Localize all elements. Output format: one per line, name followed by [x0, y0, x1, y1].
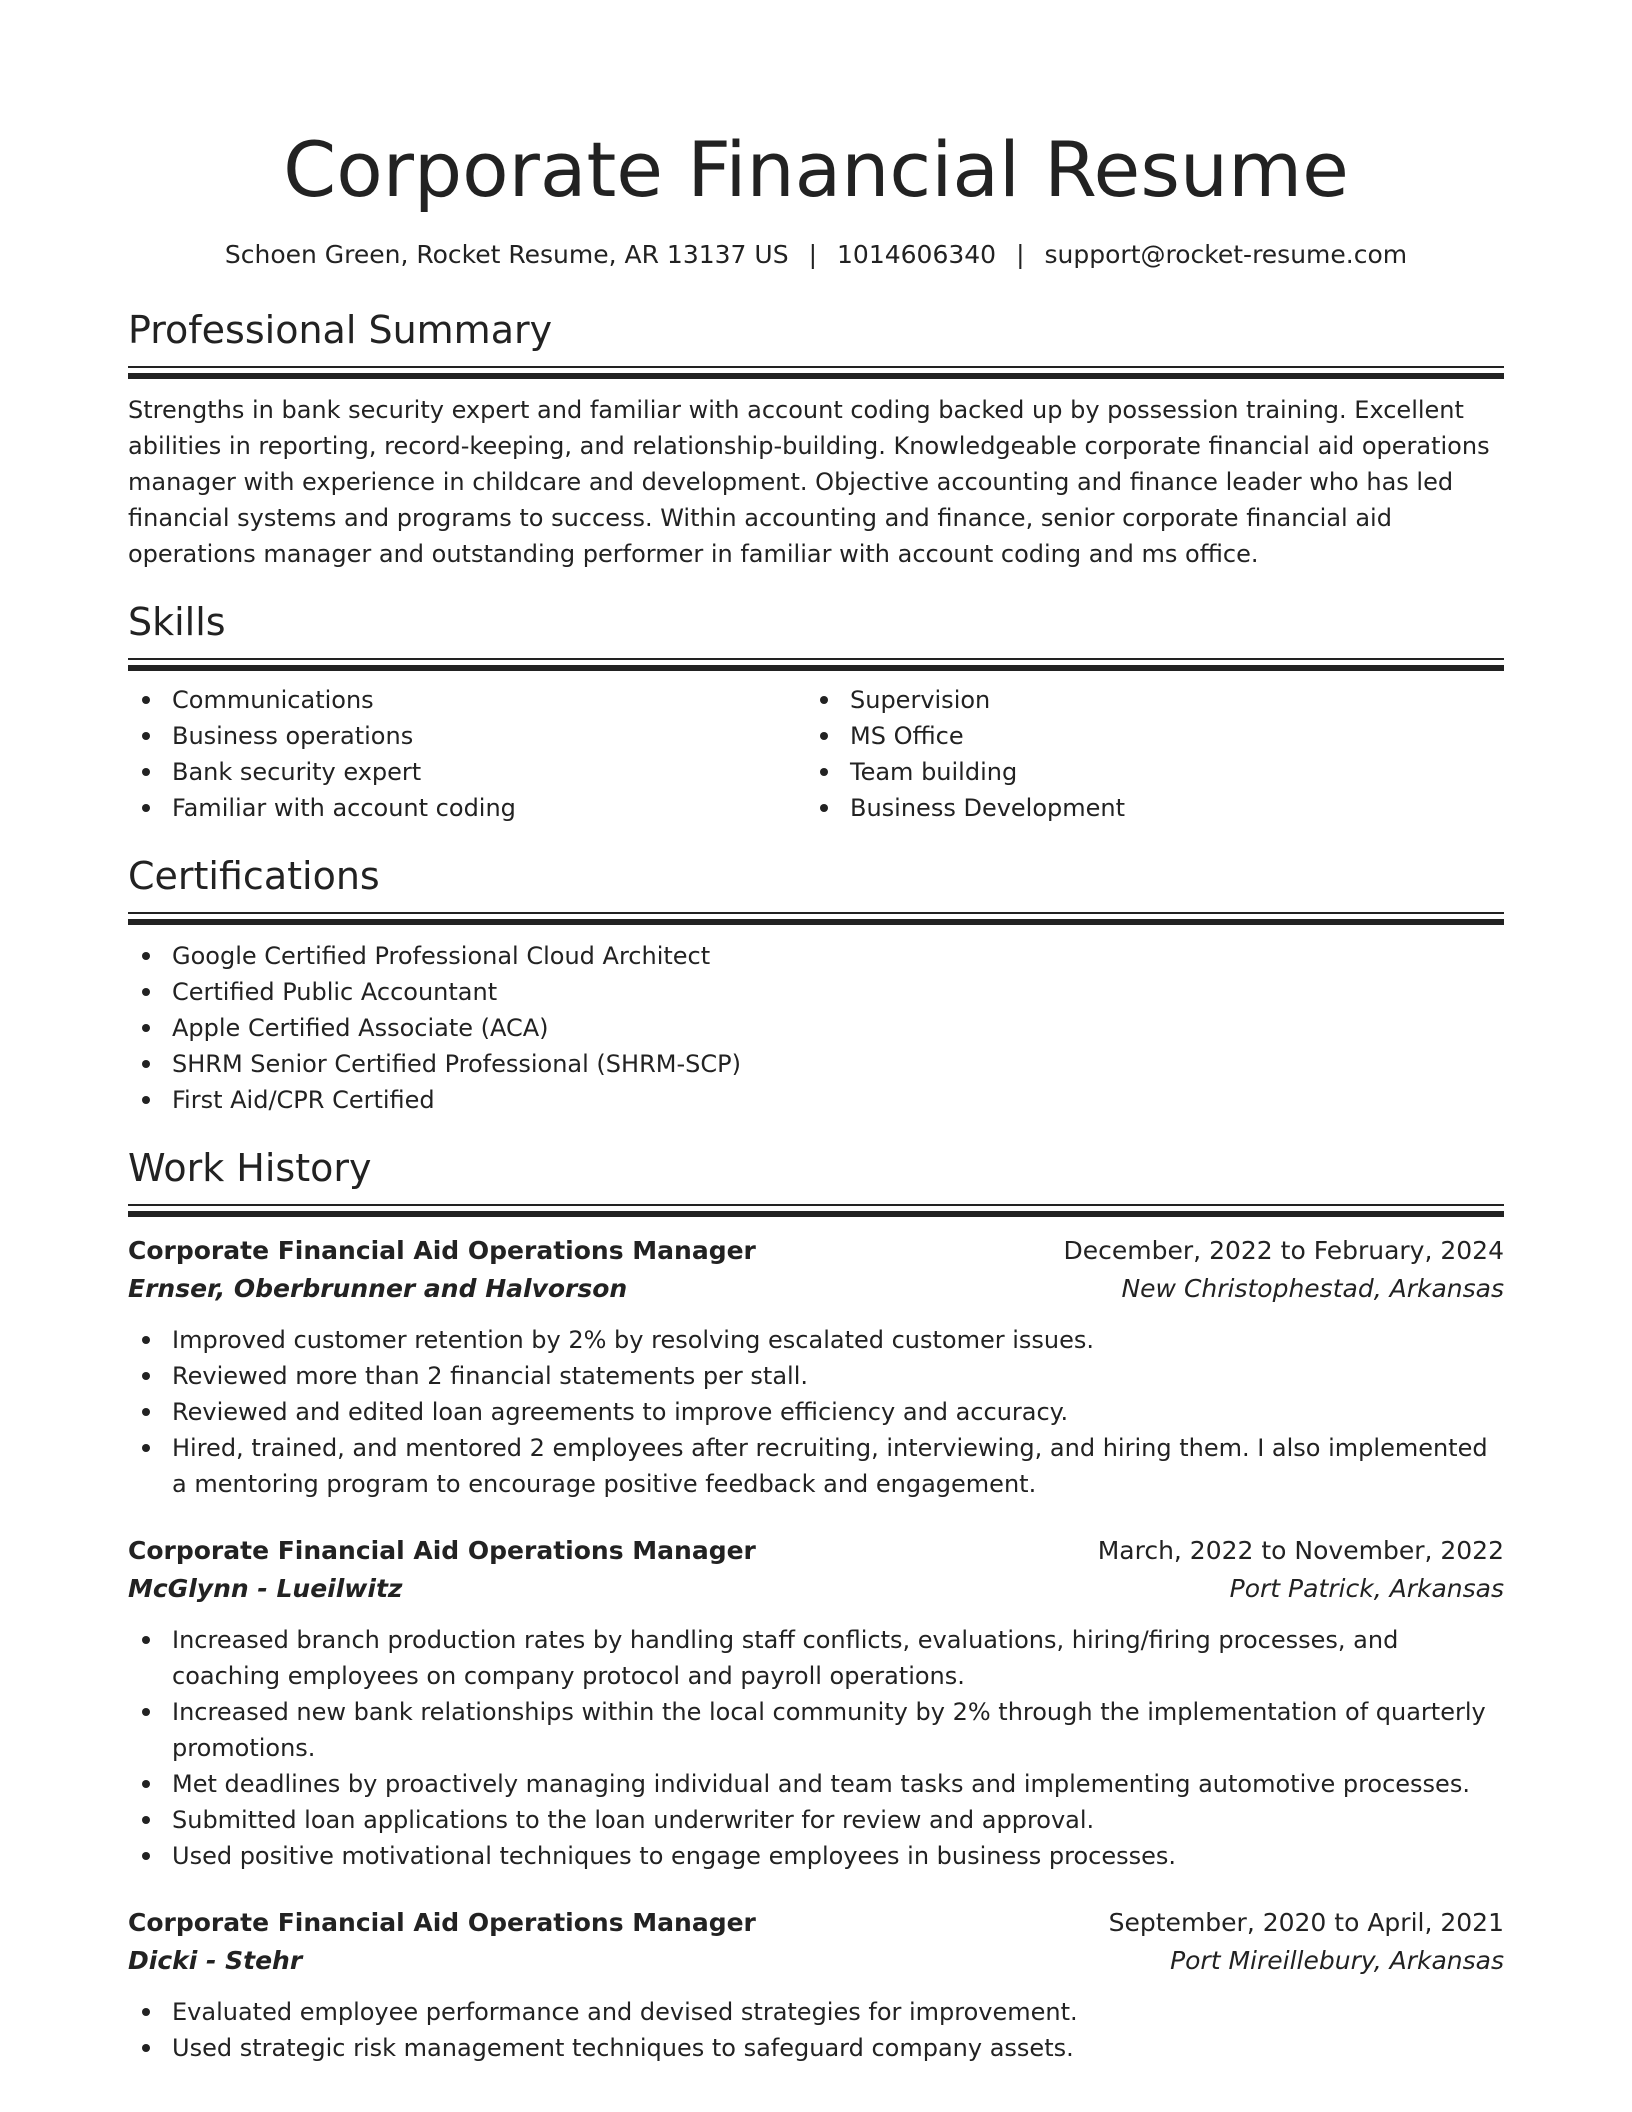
- contact-address: Schoen Green, Rocket Resume, AR 13137 US: [224, 240, 789, 269]
- resume-title: Corporate Financial Resume: [283, 125, 1349, 214]
- job-bullet: Improved customer retention by 2% by resolving escalated customer issues.: [128, 1322, 1504, 1358]
- contact-phone: 1014606340: [837, 240, 997, 269]
- job-bullet: Increased new bank relationships within the local community by 2% through the implementation of quarterly promotions.: [128, 1694, 1504, 1766]
- job-bullets: [128, 1994, 1504, 2066]
- certifications-list: [128, 938, 1504, 1118]
- certification-item: First Aid/CPR Certified: [128, 1082, 1504, 1118]
- contact-line: [128, 238, 1504, 272]
- job-company: McGlynn - Lueilwitz: [128, 1574, 403, 1603]
- job-bullet: Submitted loan applications to the loan underwriter for review and approval.: [128, 1802, 1504, 1838]
- summary-text: Strengths in bank security expert and familiar with account coding backed up by possession training. Excellent abilities in reporting, record-keeping, and relationship-building. Knowledgeable corporate financial aid operations manager with experience in childcare and development. Objective accounting and finance leader who has led financial systems and programs to success. Within accounting and finance, senior corporate financial aid operations manager and outstanding performer in familiar with account coding and ms office.: [128, 396, 1490, 568]
- certification-item: Certified Public Accountant: [128, 974, 1504, 1010]
- certifications-section: [128, 852, 1504, 1118]
- job-dates: September, 2020 to April, 2021: [1108, 1908, 1504, 1937]
- skill-item: Supervision: [806, 682, 1484, 718]
- job-bullet: Reviewed more than 2 financial statements per stall.: [128, 1358, 1504, 1394]
- job-location: Port Patrick, Arkansas: [1229, 1574, 1504, 1603]
- skill-item: Team building: [806, 754, 1484, 790]
- work-history-section: [128, 1144, 1504, 2066]
- skills-column-left: [128, 682, 806, 826]
- certification-item: Apple Certified Associate (ACA): [128, 1010, 1504, 1046]
- contact-email[interactable]: support@rocket-resume.com: [1044, 240, 1408, 269]
- contact-separator: |: [1016, 240, 1025, 269]
- job-bullet: Reviewed and edited loan agreements to improve efficiency and accuracy.: [128, 1394, 1504, 1430]
- job-bullet: Used positive motivational techniques to engage employees in business processes.: [128, 1838, 1504, 1874]
- skill-item: Familiar with account coding: [128, 790, 806, 826]
- job-bullet: Increased branch production rates by handling staff conflicts, evaluations, hiring/firing processes, and coaching employees on company protocol and payroll operations.: [128, 1622, 1504, 1694]
- job-bullet: Used strategic risk management techniques to safeguard company assets.: [128, 2030, 1504, 2066]
- skill-item: MS Office: [806, 718, 1484, 754]
- job-location: Port Mireillebury, Arkansas: [1170, 1946, 1504, 1975]
- job-entry: [128, 1232, 1504, 1502]
- job-bullet: Evaluated employee performance and devised strategies for improvement.: [128, 1994, 1504, 2030]
- job-title: Corporate Financial Aid Operations Manager: [128, 1236, 756, 1265]
- skill-item: Bank security expert: [128, 754, 806, 790]
- section-heading-work-history: Work History: [128, 1146, 372, 1190]
- job-entry: [128, 1904, 1504, 2066]
- skills-list: [128, 682, 1504, 826]
- section-divider: [128, 912, 1504, 926]
- skill-item: Business operations: [128, 718, 806, 754]
- section-divider: [128, 366, 1504, 380]
- section-divider: [128, 1204, 1504, 1218]
- section-heading-skills: Skills: [128, 600, 226, 644]
- contact-separator: |: [808, 240, 818, 269]
- job-bullets: [128, 1322, 1504, 1502]
- skills-column-right: [806, 682, 1484, 826]
- skill-item: Business Development: [806, 790, 1484, 826]
- job-company: Ernser, Oberbrunner and Halvorson: [128, 1274, 628, 1303]
- skills-section: [128, 598, 1504, 826]
- skill-item: Communications: [128, 682, 806, 718]
- job-dates: March, 2022 to November, 2022: [1097, 1536, 1504, 1565]
- job-bullet: Met deadlines by proactively managing individual and team tasks and implementing automotive processes.: [128, 1766, 1504, 1802]
- job-entry: [128, 1532, 1504, 1874]
- job-title: Corporate Financial Aid Operations Manager: [128, 1908, 756, 1937]
- job-bullets: [128, 1622, 1504, 1874]
- section-heading-certifications: Certifications: [128, 854, 380, 898]
- job-company: Dicki - Stehr: [128, 1946, 303, 1975]
- resume-page: [128, 0, 1504, 2066]
- section-divider: [128, 658, 1504, 672]
- job-title: Corporate Financial Aid Operations Manager: [128, 1536, 756, 1565]
- summary-section: [128, 306, 1504, 572]
- job-bullet: Hired, trained, and mentored 2 employees after recruiting, interviewing, and hiring them. I also implemented a mentoring program to encourage positive feedback and engagement.: [128, 1430, 1504, 1502]
- job-location: New Christophestad, Arkansas: [1121, 1274, 1504, 1303]
- job-dates: December, 2022 to February, 2024: [1063, 1236, 1504, 1265]
- certification-item: Google Certified Professional Cloud Architect: [128, 938, 1504, 974]
- certification-item: SHRM Senior Certified Professional (SHRM-SCP): [128, 1046, 1504, 1082]
- section-heading-summary: Professional Summary: [128, 308, 553, 352]
